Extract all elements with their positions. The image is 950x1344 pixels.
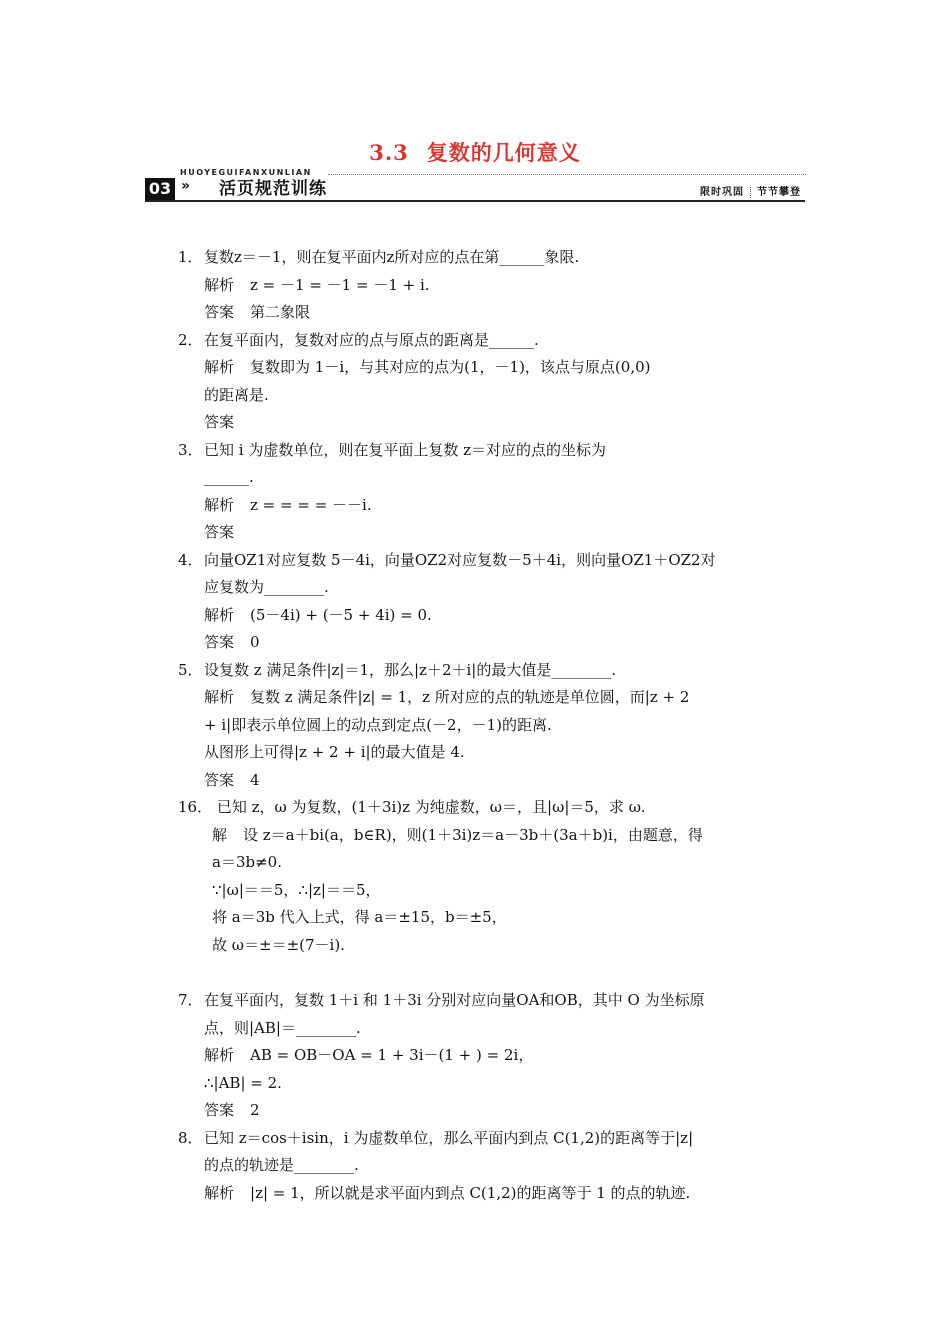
answer-line: [178, 767, 778, 795]
question-body: [178, 794, 646, 822]
continuation-text: 点，则|AB|＝________.: [204, 1018, 361, 1037]
answer-label: 解析: [204, 275, 235, 294]
continuation-text: ______.: [204, 468, 254, 486]
question-text: 已知 i 为虚数单位，则在复平面上复数 z＝对应的点的坐标为: [204, 440, 607, 459]
question-number: 16．: [178, 798, 213, 816]
continuation-text: ∴|AB| = 2.: [204, 1073, 282, 1092]
answer-label: 答案: [204, 633, 235, 651]
answer-label: 解析: [204, 1183, 235, 1202]
answer-text: |z| = 1，所以就是求平面内到点 C(1,2)的距离等于 1 的点的轨迹.: [250, 1183, 691, 1202]
answer-text: 复数即为 1－i，与其对应的点为(1，－1)，该点与原点(0,0): [250, 358, 651, 376]
answer-label: 答案: [204, 413, 235, 431]
chevron-icon: »: [181, 178, 191, 194]
question-text: 设复数 z 满足条件|z|＝1，那么|z＋2＋i|的最大值是________.: [204, 660, 617, 679]
solution-line: [178, 932, 778, 960]
answer-text: 4: [250, 770, 260, 789]
slogan-right: 节节攀登: [757, 187, 801, 198]
answer-line: [178, 684, 778, 712]
solution-text: 故 ω＝±＝±(7－i).: [212, 935, 345, 954]
answer-line: [178, 1042, 778, 1070]
question-number: 7．: [178, 991, 203, 1009]
question-number: 4．: [178, 550, 203, 569]
answer-text: z = = = = －－i.: [250, 495, 372, 514]
answer-text: AB = OB－OA = 1 + 3i－(1 + ) = 2i，: [250, 1046, 534, 1064]
question-line: [178, 1125, 778, 1153]
answer-body: [204, 629, 260, 657]
answer-line: [178, 602, 778, 630]
answer-label: 解析: [204, 1046, 235, 1064]
answer-label: 答案: [204, 770, 235, 789]
continuation-text: + i|即表示单位圆上的动点到定点(－2，－1)的距离.: [204, 715, 552, 734]
question-line: [178, 547, 778, 575]
question-number: 1．: [178, 248, 203, 266]
solution-line: [178, 822, 778, 850]
continuation-line: [178, 382, 778, 410]
section-header-bar: [145, 178, 805, 202]
answer-label: 答案: [204, 1101, 235, 1119]
answer-body: [204, 492, 372, 520]
continuation-line: [178, 1015, 778, 1043]
solution-line: [178, 904, 778, 932]
continuation-line: [178, 712, 778, 740]
question-line: [178, 244, 778, 272]
question-number: 2．: [178, 330, 203, 349]
header-dotted-rule: [328, 174, 806, 175]
solution-body: [212, 822, 703, 850]
continuation-line: [178, 464, 778, 492]
solution-text: 设 z＝a＋bi(a，b∈R)，则(1＋3i)z＝a－3b＋(3a＋b)i，由题意，得: [243, 825, 703, 844]
question-text: 已知 z，ω 为复数，(1＋3i)z 为纯虚数，ω＝，且|ω|＝5，求 ω.: [216, 798, 646, 816]
solution-text: a＝3b≠0.: [212, 853, 282, 871]
question-line: [178, 657, 778, 685]
answer-body: [204, 354, 650, 382]
continuation-line: [178, 1070, 778, 1098]
question-line: [178, 437, 778, 465]
question-number: 5．: [178, 660, 203, 679]
continuation-text: 应复数为________.: [204, 578, 329, 596]
answer-line: [178, 1097, 778, 1125]
answer-line: [178, 272, 778, 300]
question-text: 复数z＝－1，则在复平面内z所对应的点在第______象限.: [204, 248, 580, 266]
answer-body: [204, 767, 260, 795]
answer-line: [178, 492, 778, 520]
question-text: 向量OZ1对应复数 5－4i，向量OZ2对应复数－5＋4i，则向量OZ1＋OZ2对: [204, 550, 716, 569]
answer-line: [178, 519, 778, 547]
answer-label: 解析: [204, 605, 235, 624]
answer-label: 解析: [204, 495, 235, 514]
question-number: 8．: [178, 1128, 203, 1147]
section-name: 活页规范训练: [219, 179, 327, 199]
title-number: 3.3: [369, 140, 409, 165]
slogan-left: 限时巩固: [700, 187, 744, 198]
solution-line: [178, 877, 778, 905]
answer-body: [204, 684, 689, 712]
answer-line: [178, 629, 778, 657]
answer-label: 解析: [204, 688, 235, 706]
continuation-text: 的距离是.: [204, 385, 269, 404]
answer-body: [204, 409, 250, 437]
answer-text: 第二象限: [250, 303, 311, 321]
answer-label: 解析: [204, 358, 235, 376]
exercise-content: [178, 244, 778, 1207]
answer-body: [204, 1042, 533, 1070]
answer-line: [178, 409, 778, 437]
question-line: [178, 327, 778, 355]
question-text: 已知 z＝cos＋isin，i 为虚数单位，那么平面内到点 C(1,2)的距离等于|z|: [204, 1128, 694, 1147]
answer-line: [178, 1180, 778, 1208]
continuation-text: 的点的轨迹是________.: [204, 1156, 359, 1174]
slogan-separator: [750, 187, 751, 198]
answer-body: [204, 272, 430, 300]
section-slogan: [700, 183, 801, 198]
answer-text: 2: [250, 1101, 260, 1119]
header-pinyin: HUOYEGUIFANXUNLIAN: [180, 168, 312, 177]
answer-text: 复数 z 满足条件|z| = 1，z 所对应的点的轨迹是单位圆，而|z + 2: [250, 688, 690, 706]
answer-line: [178, 354, 778, 382]
question-text: 在复平面内，复数 1＋i 和 1＋3i 分别对应向量OA和OB，其中 O 为坐标原: [204, 991, 705, 1009]
answer-label: 答案: [204, 523, 235, 541]
continuation-line: [178, 739, 778, 767]
answer-text: 0: [250, 633, 260, 651]
answer-line: [178, 299, 778, 327]
question-number: 3．: [178, 440, 203, 459]
solution-text: ∵|ω|＝＝5，∴|z|＝＝5，: [212, 880, 381, 899]
question-line: [178, 794, 778, 822]
continuation-line: [178, 1152, 778, 1180]
question-text: 在复平面内，复数对应的点与原点的距离是______.: [204, 330, 539, 349]
title-text: 复数的几何意义: [426, 140, 581, 165]
blank-line: [178, 959, 778, 987]
question-line: [178, 987, 778, 1015]
continuation-line: [178, 574, 778, 602]
answer-text: z = －1 = －1 = －1 + i.: [250, 275, 430, 294]
solution-line: [178, 849, 778, 877]
answer-body: [204, 602, 432, 630]
answer-body: [204, 1097, 260, 1125]
page-title: [0, 137, 950, 167]
answer-body: [204, 299, 310, 327]
solution-label: 解: [212, 825, 228, 844]
solution-text: 将 a＝3b 代入上式，得 a＝±15，b＝±5，: [212, 908, 507, 926]
answer-body: [204, 519, 250, 547]
continuation-text: 从图形上可得|z + 2 + i|的最大值是 4.: [204, 743, 465, 761]
answer-text: (5－4i) + (－5 + 4i) = 0.: [250, 605, 432, 624]
section-badge: 03: [145, 178, 175, 200]
answer-label: 答案: [204, 303, 235, 321]
answer-body: [204, 1180, 690, 1208]
